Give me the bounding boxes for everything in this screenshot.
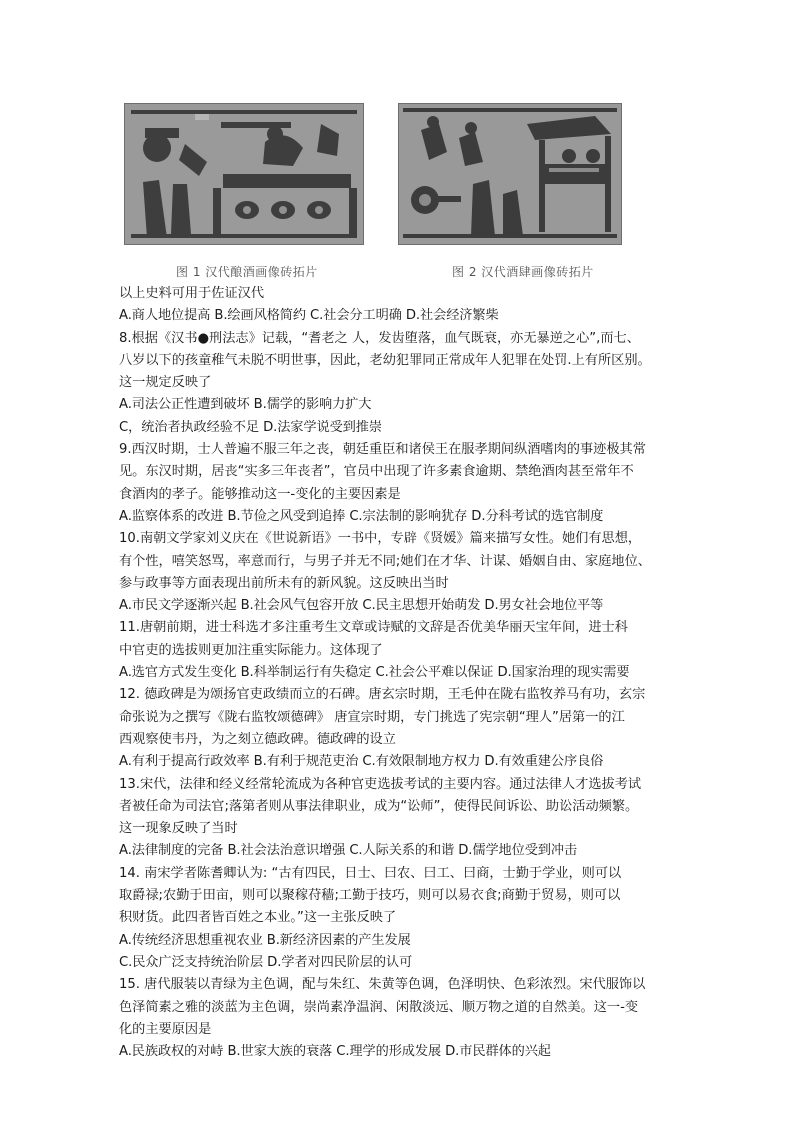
text-line: 色泽简素之雅的淡蓝为主色调，崇尚素净温润、闲散淡远、顺万物之道的自然美。这一-变	[119, 999, 639, 1015]
han-brewing-rubbing-image	[124, 103, 364, 245]
text-line: 这一现象反映了当时	[119, 821, 238, 837]
options-q13: A.法律制度的完备 B.社会法治意识增强 C.人际关系的和谐 D.儒学地位受到冲击	[119, 843, 578, 859]
question-8: 8.根据《汉书●刑法志》记载，“耆老之 人，发齿堕落，血气既衰，亦无暴逆之心”,而七、	[119, 330, 640, 346]
text-line: 命张说为之撰写《陇右监牧颂德碑》 唐宣宗时期，专门挑选了宪宗朝“理人”居第一的江	[119, 709, 625, 725]
text-line: 有个性，嘻笑怒骂，率意而行，与男子并无不同;她们在才华、计谋、婚姻自由、家庭地位、	[119, 553, 651, 569]
text-line: 以上史料可用于佐证汉代	[119, 286, 265, 301]
options-q10: A.市民文学逐渐兴起 B.社会风气包容开放 C.民主思想开始萌发 D.男女社会地位平等	[119, 598, 604, 614]
text-line: 取爵禄;农勤于田亩，则可以聚稼苻穑;工勤于技巧，则可以易衣食;商勤于贸易，则可以	[119, 888, 621, 904]
text-line: 食酒肉的孝子。能够推动这一-变化的主要因素是	[119, 486, 401, 502]
option-q8-ab: A.司法公正性遭到破坏 B.儒学的影响力扩大	[119, 397, 372, 413]
question-13: 13.宋代，法律和经义经常轮流成为各种官吏选拔考试的主要内容。通过法律人才选拔考试	[119, 776, 642, 792]
options-q11: A.选官方式发生变化 B.科举制运行有失稳定 C.社会公平难以保证 D.国家治理的现实需要	[119, 665, 630, 681]
text-line: 见。东汉时期，居丧“实多三年丧者”，官员中出现了许多素食逾期、禁绝酒肉甚至常年不	[119, 464, 634, 480]
figure-2-caption: 图 2 汉代酒肆画像砖拓片	[452, 265, 594, 279]
han-wine-shop-rubbing-image	[398, 103, 622, 245]
figure-1-caption: 图 1 汉代酿酒画像砖拓片	[176, 265, 318, 279]
question-10: 10.南朝文学家刘义庆在《世说新语》一书中，专辟《贤媛》篇来描写女性。她们有思想，	[119, 531, 642, 547]
option-q14-ab: A.传统经济思想重视农业 B.新经济因素的产生发展	[119, 932, 411, 948]
options-q15: A.民族政权的对峙 B.世家大族的衰落 C.理学的形成发展 D.市民群体的兴起	[119, 1044, 551, 1060]
rubbing-1-drawing	[125, 104, 363, 244]
text-line: 化的主要原因是	[119, 1021, 212, 1037]
option-q8-cd: C，统治者执政经验不足 D.法家学说受到推崇	[119, 419, 382, 435]
text-line: 积财货。此四者皆百姓之本业。”这一主张反映了	[119, 910, 397, 926]
rubbing-2-drawing	[399, 104, 621, 244]
text-line: 西观察使韦丹，为之刻立德政碑。德政碑的设立	[119, 731, 396, 747]
options-q9: A.监察体系的改进 B.节俭之风受到追捧 C.宗法制的影响犹存 D.分科考试的选官制度	[119, 508, 604, 524]
text-line: 八岁以下的孩童稚气未脱不明世事，因此，老幼犯罪同正常成年人犯罪在处罚.上有所区别。	[119, 352, 651, 368]
question-15: 15. 唐代服装以青绿为主色调，配与朱红、朱黄等色调，色泽明快、色彩浓烈。宋代服饰以	[119, 977, 646, 993]
question-12: 12. 德政碑是为颂扬官吏政绩而立的石碑。唐玄宗时期，王毛仲在陇右监牧养马有功，玄宗	[119, 687, 646, 703]
text-line: 参与政事等方面表现出前所未有的新风貌。这反映出当时	[119, 575, 449, 591]
question-text	[119, 283, 679, 1063]
question-14: 14. 南宋学者陈耆卿认为: “古有四民，日士、曰农、曰工、曰商，士勤于学业，则可以	[119, 865, 622, 881]
question-11: 11.唐朝前期，进士科选才多注重考生文章或诗赋的文辞是否优美华丽天宝年间，进士科	[119, 620, 628, 636]
option-q14-cd: C.民众广泛支持统治阶层 D.学者对四民阶层的认可	[119, 954, 413, 970]
options-q7: A.商人地位提高 B.绘画风格简约 C.社会分工明确 D.社会经济繁柴	[119, 308, 499, 324]
options-q12: A.有利于提高行政效率 B.有利于规范吏治 C.有效限制地方权力 D.有效重建公序良俗	[119, 754, 604, 770]
text-line: 者被任命为司法官;落第者则从事法律职业，成为“讼师”，使得民间诉讼、助讼活动频繁。	[119, 798, 639, 814]
text-line: 中官吏的选拔则更加注重实际能力。这体现了	[119, 642, 383, 658]
text-line: 这一规定反映了	[119, 375, 212, 391]
question-9: 9.西汉时期，士人普遍不服三年之丧，朝廷重臣和诸侯王在服孝期间纵酒嗜肉的事迹极其常	[119, 442, 646, 458]
